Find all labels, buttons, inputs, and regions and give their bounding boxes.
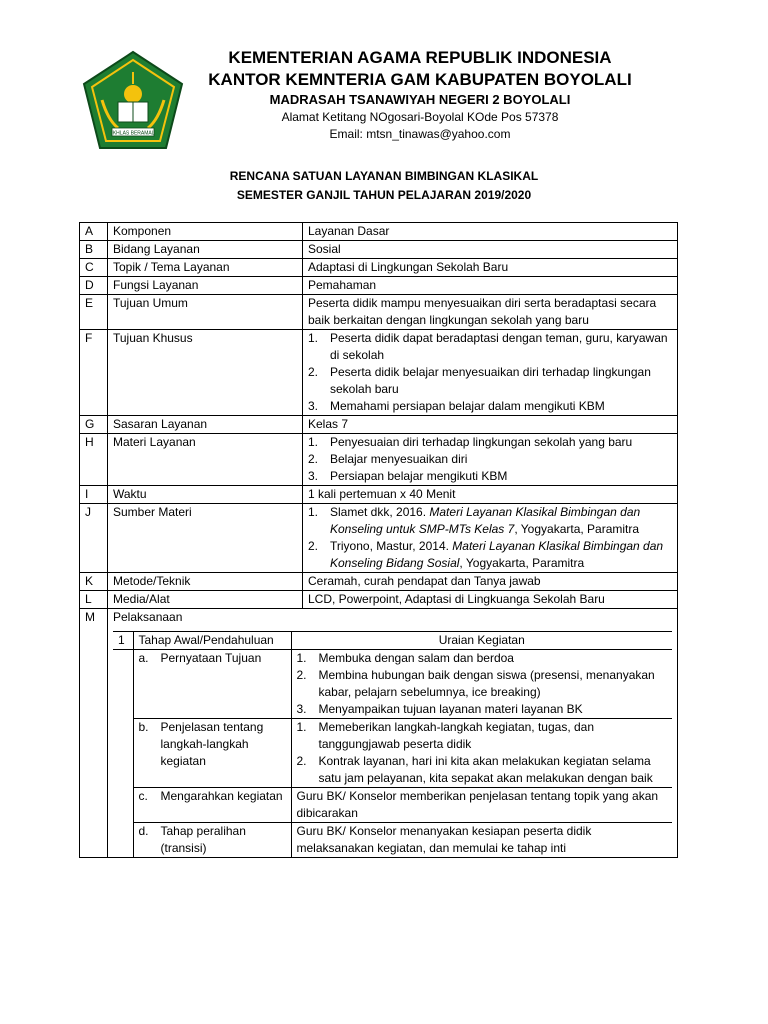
stage-name: Tahap Awal/Pendahuluan <box>133 632 291 650</box>
step-detail <box>291 650 672 719</box>
table-row <box>113 788 672 823</box>
row-code: E <box>80 295 108 330</box>
list-item: 2. Membina hubungan baik dengan siswa (presensi, menanyakan kabar, pelajarn sebelumnya, ice breaking) <box>296 668 655 699</box>
step-label: a. Pernyataan Tujuan <box>133 650 291 719</box>
step-detail <box>291 719 672 788</box>
kemenag-logo <box>78 50 188 152</box>
row-code: M <box>80 609 108 858</box>
list-item: 3. Menyampaikan tujuan layanan materi layanan BK <box>296 702 583 716</box>
document-title: RENCANA SATUAN LAYANAN BIMBINGAN KLASIKAL <box>229 169 539 183</box>
numbered-list <box>297 650 668 718</box>
plan-table <box>79 222 678 858</box>
row-code: H <box>80 434 108 486</box>
row-value <box>303 504 678 573</box>
list-item: 1. Peserta didik dapat beradaptasi dengan teman, guru, karyawan di sekolah <box>308 331 668 362</box>
row-code: D <box>80 277 108 295</box>
row-value: Sosial <box>303 241 678 259</box>
table-row <box>113 650 672 719</box>
list-item: 3. Memahami persiapan belajar dalam mengikuti KBM <box>308 399 605 413</box>
pelaksanaan-table <box>113 631 672 857</box>
row-label: Fungsi Layanan <box>108 277 303 295</box>
table-row <box>80 609 678 858</box>
row-value <box>303 434 678 486</box>
row-label: Materi Layanan <box>108 434 303 486</box>
table-row <box>80 591 678 609</box>
reference-list <box>308 504 672 572</box>
list-item: 1. Memeberikan langkah-langkah kegiatan, tugas, dan tanggungjawab peserta didik <box>296 720 595 751</box>
row-label: Bidang Layanan <box>108 241 303 259</box>
table-row <box>113 632 672 650</box>
row-value <box>303 330 678 416</box>
list-item: 1. Penyesuaian diri terhadap lingkungan sekolah yang baru <box>308 435 633 449</box>
row-value: LCD, Powerpoint, Adaptasi di Lingkuanga Sekolah Baru <box>303 591 678 609</box>
row-code: J <box>80 504 108 573</box>
office-name: KANTOR KEMNTERIA GAM KABUPATEN BOYOLALI <box>208 70 632 89</box>
numbered-list <box>308 434 672 485</box>
row-label: Komponen <box>108 223 303 241</box>
step-detail: Guru BK/ Konselor memberikan penjelasan tentang topik yang akan dibicarakan <box>291 788 672 823</box>
list-item: 2. Peserta didik belajar menyesuaikan diri terhadap lingkungan sekolah baru <box>308 365 651 396</box>
table-row <box>80 223 678 241</box>
row-label: Tujuan Umum <box>108 295 303 330</box>
numbered-list <box>308 330 672 415</box>
row-label: Metode/Teknik <box>108 573 303 591</box>
table-row <box>80 295 678 330</box>
uraian-header: Uraian Kegiatan <box>291 632 672 650</box>
row-label: Pelaksanaan <box>113 610 183 624</box>
row-code: C <box>80 259 108 277</box>
numbered-list <box>297 719 668 787</box>
list-item: 2. Belajar menyesuaikan diri <box>308 452 468 466</box>
table-row <box>80 259 678 277</box>
table-row <box>80 504 678 573</box>
row-code: B <box>80 241 108 259</box>
ministry-name: KEMENTERIAN AGAMA REPUBLIK INDONESIA <box>228 48 612 67</box>
row-code: K <box>80 573 108 591</box>
school-address: Alamat Ketitang NOgosari-Boyolal KOde Pos 57378 <box>281 110 559 124</box>
row-label: Tujuan Khusus <box>108 330 303 416</box>
row-value: Peserta didik mampu menyesuaikan diri serta beradaptasi secara baik berkaitan dengan lingkungan sekolah yang baru <box>303 295 678 330</box>
list-item: 1. Membuka dengan salam dan berdoa <box>296 651 514 665</box>
table-row <box>80 573 678 591</box>
table-row <box>113 719 672 788</box>
row-code: F <box>80 330 108 416</box>
table-row <box>80 434 678 486</box>
reference-item: 1. Slamet dkk, 2016. Materi Layanan Klasikal Bimbingan dan Konseling untuk SMP-MTs Kelas 7, Yogyakarta, Paramitra <box>308 505 641 536</box>
table-row <box>80 486 678 504</box>
row-value: Layanan Dasar <box>303 223 678 241</box>
row-label: Sasaran Layanan <box>108 416 303 434</box>
row-code: G <box>80 416 108 434</box>
svg-text:IKHLAS BERAMAL: IKHLAS BERAMAL <box>111 130 155 137</box>
row-value: Ceramah, curah pendapat dan Tanya jawab <box>303 573 678 591</box>
step-label: b. Penjelasan tentang langkah-langkah kegiatan <box>133 719 291 788</box>
row-label: Waktu <box>108 486 303 504</box>
document-subtitle: SEMESTER GANJIL TAHUN PELAJARAN 2019/2020 <box>236 188 532 202</box>
table-row <box>113 823 672 858</box>
row-value: Kelas 7 <box>303 416 678 434</box>
row-code: I <box>80 486 108 504</box>
step-label: d. Tahap peralihan (transisi) <box>133 823 291 858</box>
row-label: Topik / Tema Layanan <box>108 259 303 277</box>
pelaksanaan-cell <box>108 609 678 858</box>
school-email: Email: mtsn_tinawas@yahoo.com <box>329 127 511 141</box>
list-item: 2. Kontrak layanan, hari ini kita akan melakukan kegiatan selama satu jam pelayanan, kita sepakat akan melakukan dengan baik <box>296 754 653 785</box>
table-row <box>80 277 678 295</box>
row-code: A <box>80 223 108 241</box>
row-value: Adaptasi di Lingkungan Sekolah Baru <box>303 259 678 277</box>
table-row <box>80 241 678 259</box>
row-code: L <box>80 591 108 609</box>
school-name: MADRASAH TSANAWIYAH NEGERI 2 BOYOLALI <box>269 92 571 107</box>
step-detail: Guru BK/ Konselor menanyakan kesiapan peserta didik melaksanakan kegiatan, dan memulai ke tahap inti <box>291 823 672 858</box>
row-value: Pemahaman <box>303 277 678 295</box>
row-label: Media/Alat <box>108 591 303 609</box>
row-value: 1 kali pertemuan x 40 Menit <box>303 486 678 504</box>
list-item: 3. Persiapan belajar mengikuti KBM <box>308 469 508 483</box>
stage-number: 1 <box>113 632 133 650</box>
row-label: Sumber Materi <box>108 504 303 573</box>
reference-item: 2. Triyono, Mastur, 2014. Materi Layanan Klasikal Bimbingan dan Konseling Bidang Sosial, Yogyakarta, Paramitra <box>308 539 664 570</box>
table-row <box>80 416 678 434</box>
table-row <box>80 330 678 416</box>
step-label: c. Mengarahkan kegiatan <box>133 788 291 823</box>
